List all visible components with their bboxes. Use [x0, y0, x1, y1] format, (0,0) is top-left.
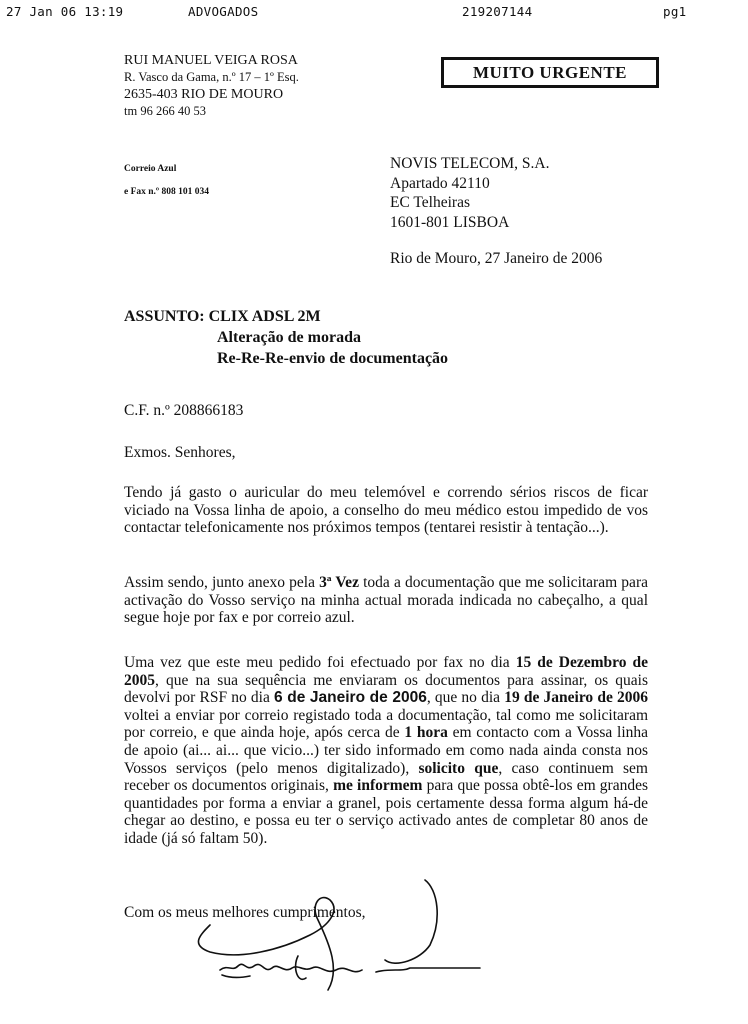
- paragraph-2: [124, 574, 648, 627]
- recipient-office: EC Telheiras: [390, 194, 470, 211]
- sender-name: RUI MANUEL VEIGA ROSA: [124, 53, 298, 68]
- sender-address-line2: 2635-403 RIO DE MOURO: [124, 87, 284, 102]
- recipient-po-box: Apartado 42110: [390, 174, 490, 192]
- fax-page: pg1: [663, 4, 687, 19]
- paragraph-3-bold-4: 1 hora: [404, 724, 448, 742]
- fax-date-time: 27 Jan 06 13:19: [6, 4, 124, 19]
- fax-header: [0, 4, 748, 22]
- paragraph-2-text-1: Assim sendo, junto anexo pela: [124, 574, 320, 591]
- paragraph-3-bold-3: 19 de Janeiro de 2006: [504, 689, 649, 707]
- paragraph-3-text-2: , que na sua sequência me enviaram os documentos para assinar, os quais devolvi por RSF no dia: [124, 671, 648, 707]
- paragraph-3-bold-6: me informem: [333, 777, 423, 795]
- sender-block: [124, 52, 299, 120]
- paragraph-3-bold-5: solicito que: [418, 759, 499, 777]
- recipient-company: NOVIS TELECOM, S.A.: [390, 155, 550, 172]
- closing: Com os meus melhores cumprimentos,: [124, 904, 366, 921]
- paragraph-3-text-6: , caso continuem sem receber os documentos originais,: [124, 759, 648, 795]
- delivery-mail: Correio Azul: [124, 164, 177, 174]
- subject-line-3: Re-Re-Re-envio de documentação: [217, 350, 449, 367]
- sender-phone: tm 96 266 40 53: [124, 104, 206, 118]
- subject-label: ASSUNTO: CLIX ADSL 2M: [124, 308, 321, 325]
- fax-sender: ADVOGADOS: [188, 4, 259, 19]
- paragraph-3-bold-1: 15 de Dezembro de 2005: [124, 654, 648, 689]
- paragraph-3-text-7: para que possa obtê-los em grandes quantidades por forma a enviar a granel, pois certamente dessa forma algum há-de chegar ao destino, e possa eu ter o serviço activado antes de completar 80 anos de idade (já só faltam 50).: [124, 777, 649, 847]
- paragraph-3-text-1: Uma vez que este meu pedido foi efectuado por fax no dia: [124, 654, 516, 671]
- paragraph-3-bold-2: 6 de Janeiro de 2006: [274, 689, 427, 707]
- salutation: Exmos. Senhores,: [124, 444, 236, 461]
- paragraph-3-text-3: , que no dia: [426, 689, 505, 707]
- recipient-block: [390, 154, 549, 232]
- urgent-stamp: MUITO URGENTE: [442, 58, 658, 87]
- paragraph-2-bold-1: 3ª Vez: [319, 574, 359, 591]
- delivery-method: [124, 158, 209, 204]
- paragraph-2-text-2: toda a documentação que me solicitaram para activação do Vosso serviço na minha actual morada indicada no cabeçalho, a qual segue hoje por fax e por correio azul.: [124, 574, 648, 627]
- sender-address-line1: R. Vasco da Gama, n.º 17 – 1º Esq.: [124, 70, 299, 84]
- fax-number: 219207144: [462, 4, 533, 19]
- place-date: Rio de Mouro, 27 Janeiro de 2006: [390, 250, 603, 267]
- subject-line-2: Alteração de morada: [217, 329, 361, 346]
- customer-reference: C.F. n.º 208866183: [124, 402, 244, 419]
- paragraph-3-text-5: em contacto com a Vossa linha de apoio (ai... ai... que vicio...) ter sido informado em como nada ainda consta nos Vossos serviços (pelo menos digitalizado),: [124, 724, 648, 777]
- recipient-postal-code: 1601-801 LISBOA: [390, 213, 510, 231]
- paragraph-3-text-4: voltei a enviar por correio registado toda a documentação, tal como me solicitaram por correio, e que ainda hoje, após cerca de: [124, 706, 648, 742]
- paragraph-3: [124, 654, 648, 848]
- paragraph-1: Tendo já gasto o auricular do meu telemóvel e correndo sérios riscos de ficar viciado na Vossa linha de apoio, a conselho do meu médico estou impedido de vos contactar telefonicamente nos próximos tempos (tentarei resistir à tentação...).: [124, 484, 648, 537]
- handwritten-signature: [180, 860, 500, 1000]
- delivery-fax: e Fax n.º 808 101 034: [124, 187, 209, 197]
